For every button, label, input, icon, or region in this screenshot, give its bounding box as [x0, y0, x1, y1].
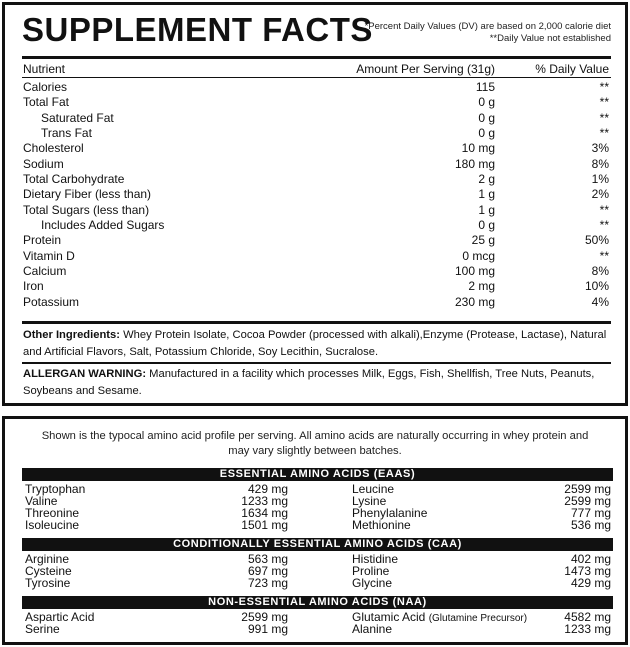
nutrient-amount: 2 g [478, 172, 495, 187]
nutrient-daily-value: ** [599, 110, 609, 125]
amino-name [352, 519, 411, 531]
amino-row [22, 553, 613, 565]
nutrient-name: Calories [23, 80, 68, 94]
amino-name: Serine [25, 622, 60, 637]
nutrient-name: Trans Fat [41, 126, 92, 141]
nutrients-divider [22, 321, 611, 324]
nutrient-name: Potassium [23, 294, 80, 309]
nutrient-amount: 1 g [478, 202, 495, 217]
allergen-warning [23, 366, 611, 400]
nutrient-row [23, 264, 609, 279]
nutrient-name: Iron [23, 279, 44, 294]
nutrient-row [23, 157, 609, 172]
nutrient-amount: 0 g [478, 110, 495, 125]
amino-name: Tyrosine [25, 576, 71, 591]
amino-row [22, 495, 613, 507]
nutrient-row [23, 80, 609, 95]
nutrient-daily-value: 8% [591, 264, 609, 279]
amino-name-text: Proline [352, 564, 390, 579]
amino-amount: 2599 mg [241, 610, 288, 624]
nutrient-amount: 100 mg [454, 264, 495, 279]
nutrient-name: Saturated Fat [41, 110, 114, 125]
nutrient-daily-value: 3% [591, 141, 609, 156]
header-divider [22, 56, 611, 59]
nutrient-name: Total Carbohydrate [23, 172, 125, 187]
nutrient-amount: 25 g [471, 233, 495, 248]
nutrient-daily-value: 4% [591, 294, 609, 309]
nutrient-row [23, 279, 609, 294]
amino-name-text: Glycine [352, 576, 393, 591]
amino-name-text: Phenylalanine [352, 506, 428, 521]
nutrient-name: Dietary Fiber (less than) [23, 187, 152, 202]
amino-amount: 1473 mg [564, 564, 611, 579]
amino-amount: 1634 mg [241, 506, 288, 521]
nutrient-daily-value: ** [599, 80, 609, 94]
nutrient-name: Total Sugars (less than) [23, 202, 150, 217]
amino-name-text: Glutamic Acid [352, 610, 426, 624]
amino-amount: 429 mg [570, 576, 611, 591]
amino-row [22, 519, 613, 531]
nutrient-row [23, 141, 609, 156]
amino-name-text: Lysine [352, 494, 387, 509]
amino-name: Cysteine [25, 564, 72, 579]
nutrient-row [23, 126, 609, 141]
nutrient-row [23, 187, 609, 202]
nutrient-name: Sodium [23, 156, 64, 171]
amino-section-rows [22, 611, 613, 635]
amino-row [22, 483, 613, 495]
nutrient-row [23, 249, 609, 264]
amino-name-text: Methionine [352, 518, 411, 533]
nutrient-amount: 1 g [478, 187, 495, 202]
amino-name-text: Histidine [352, 552, 399, 566]
nutrient-row [23, 203, 609, 218]
nutrient-name: Cholesterol [23, 141, 84, 156]
amino-acid-panel [2, 416, 628, 645]
amino-name-text: Alanine [352, 622, 393, 637]
dv-not-established-footnote: **Daily Value not established [489, 33, 611, 44]
amino-row [22, 623, 613, 635]
nutrient-name: Vitamin D [23, 248, 75, 263]
nutrient-table [23, 80, 609, 310]
column-header-divider [22, 77, 611, 78]
amino-name [352, 577, 392, 589]
other-ingredients [23, 327, 611, 361]
nutrient-name: Calcium [23, 264, 67, 279]
nutrient-daily-value: ** [599, 248, 609, 263]
nutrient-amount: 0 g [478, 126, 495, 141]
nutrient-row [23, 172, 609, 187]
nutrient-daily-value: 1% [591, 172, 609, 187]
nutrient-daily-value: ** [599, 126, 609, 141]
amino-name: Isoleucine [25, 518, 80, 533]
nutrient-row [23, 295, 609, 310]
nutrient-daily-value: 50% [584, 233, 609, 248]
amino-amount: 1233 mg [241, 494, 288, 509]
amino-row [22, 577, 613, 589]
nutrient-name: Protein [23, 233, 62, 248]
amino-name: Valine [25, 494, 58, 509]
dv-footnote: *Percent Daily Values (DV) are based on 2,000 calorie diet [364, 21, 611, 32]
nutrient-name: Total Fat [23, 95, 70, 110]
amino-name: Arginine [25, 552, 70, 566]
amino-section-rows [22, 553, 613, 589]
ingredients-divider [22, 362, 611, 364]
amino-amount: 1501 mg [241, 518, 288, 533]
amino-section-header: CONDITIONALLY ESSENTIAL AMINO ACIDS (CAA) [22, 538, 613, 551]
allergen-warning-text: Manufactured in a facility which processes Milk, Eggs, Fish, Shellfish, Tree Nuts, Peanuts, Soybeans and Sesame. [23, 368, 595, 397]
amino-name-text: Leucine [352, 482, 395, 496]
amino-amount: 723 mg [247, 576, 288, 591]
nutrient-amount: 0 g [478, 95, 495, 110]
amino-amount: 2599 mg [564, 482, 611, 496]
amino-name: Aspartic Acid [25, 610, 95, 624]
column-header-daily-value: % Daily Value [535, 62, 609, 76]
amino-section-header: ESSENTIAL AMINO ACIDS (EAAS) [22, 468, 613, 481]
amino-amount: 697 mg [247, 564, 288, 579]
allergen-warning-label: ALLERGAN WARNING: [23, 368, 147, 380]
nutrient-amount: 2 mg [468, 279, 495, 294]
nutrient-row [23, 218, 609, 233]
amino-row [22, 611, 613, 623]
nutrient-amount: 180 mg [454, 156, 495, 171]
nutrient-daily-value: 10% [584, 279, 609, 294]
amino-name-note: (Glutamine Precursor) [428, 613, 528, 624]
supplement-facts-panel [2, 2, 628, 406]
nutrient-name: Includes Added Sugars [41, 218, 165, 233]
nutrient-daily-value: ** [599, 218, 609, 233]
amino-amount: 563 mg [247, 552, 288, 566]
amino-row [22, 565, 613, 577]
nutrient-daily-value: ** [599, 202, 609, 217]
other-ingredients-label: Other Ingredients: [23, 329, 120, 341]
column-header-amount: Amount Per Serving (31g) [356, 62, 495, 76]
amino-name: Threonine [25, 506, 80, 521]
amino-amount: 402 mg [570, 552, 611, 566]
amino-amount: 536 mg [570, 518, 611, 533]
nutrient-row [23, 233, 609, 248]
column-header-nutrient: Nutrient [23, 62, 66, 76]
amino-section-header: NON-ESSENTIAL AMINO ACIDS (NAA) [22, 596, 613, 609]
nutrient-amount: 0 mcg [462, 248, 495, 263]
amino-amount: 429 mg [247, 482, 288, 496]
nutrient-daily-value: 2% [591, 187, 609, 202]
nutrient-row [23, 111, 609, 126]
nutrient-daily-value: ** [599, 95, 609, 110]
other-ingredients-text: Whey Protein Isolate, Cocoa Powder (processed with alkali),Enzyme (Protease, Lactase), Natural and Artificial Flavors, Salt, Potassium Chloride, Soy Lecithin, Sucralose. [23, 329, 607, 358]
amino-amount: 2599 mg [564, 494, 611, 509]
nutrient-amount: 230 mg [454, 294, 495, 309]
amino-row [22, 507, 613, 519]
nutrient-daily-value: 8% [591, 156, 609, 171]
amino-amount: 991 mg [247, 622, 288, 637]
nutrient-amount: 115 [475, 80, 495, 94]
amino-intro-text: Shown is the typocal amino acid profile per serving. All amino acids are naturally occurring in whey protein and may vary slightly between batches. [41, 430, 589, 457]
page-title: SUPPLEMENT FACTS [22, 11, 373, 48]
amino-amount: 1233 mg [564, 622, 611, 637]
nutrient-amount: 0 g [478, 218, 495, 233]
amino-section-rows [22, 483, 613, 531]
nutrient-amount: 10 mg [461, 141, 495, 156]
amino-amount: 777 mg [570, 506, 611, 521]
amino-amount: 4582 mg [564, 610, 611, 624]
amino-name [352, 623, 392, 635]
amino-name: Tryptophan [25, 482, 86, 496]
nutrient-row [23, 95, 609, 110]
